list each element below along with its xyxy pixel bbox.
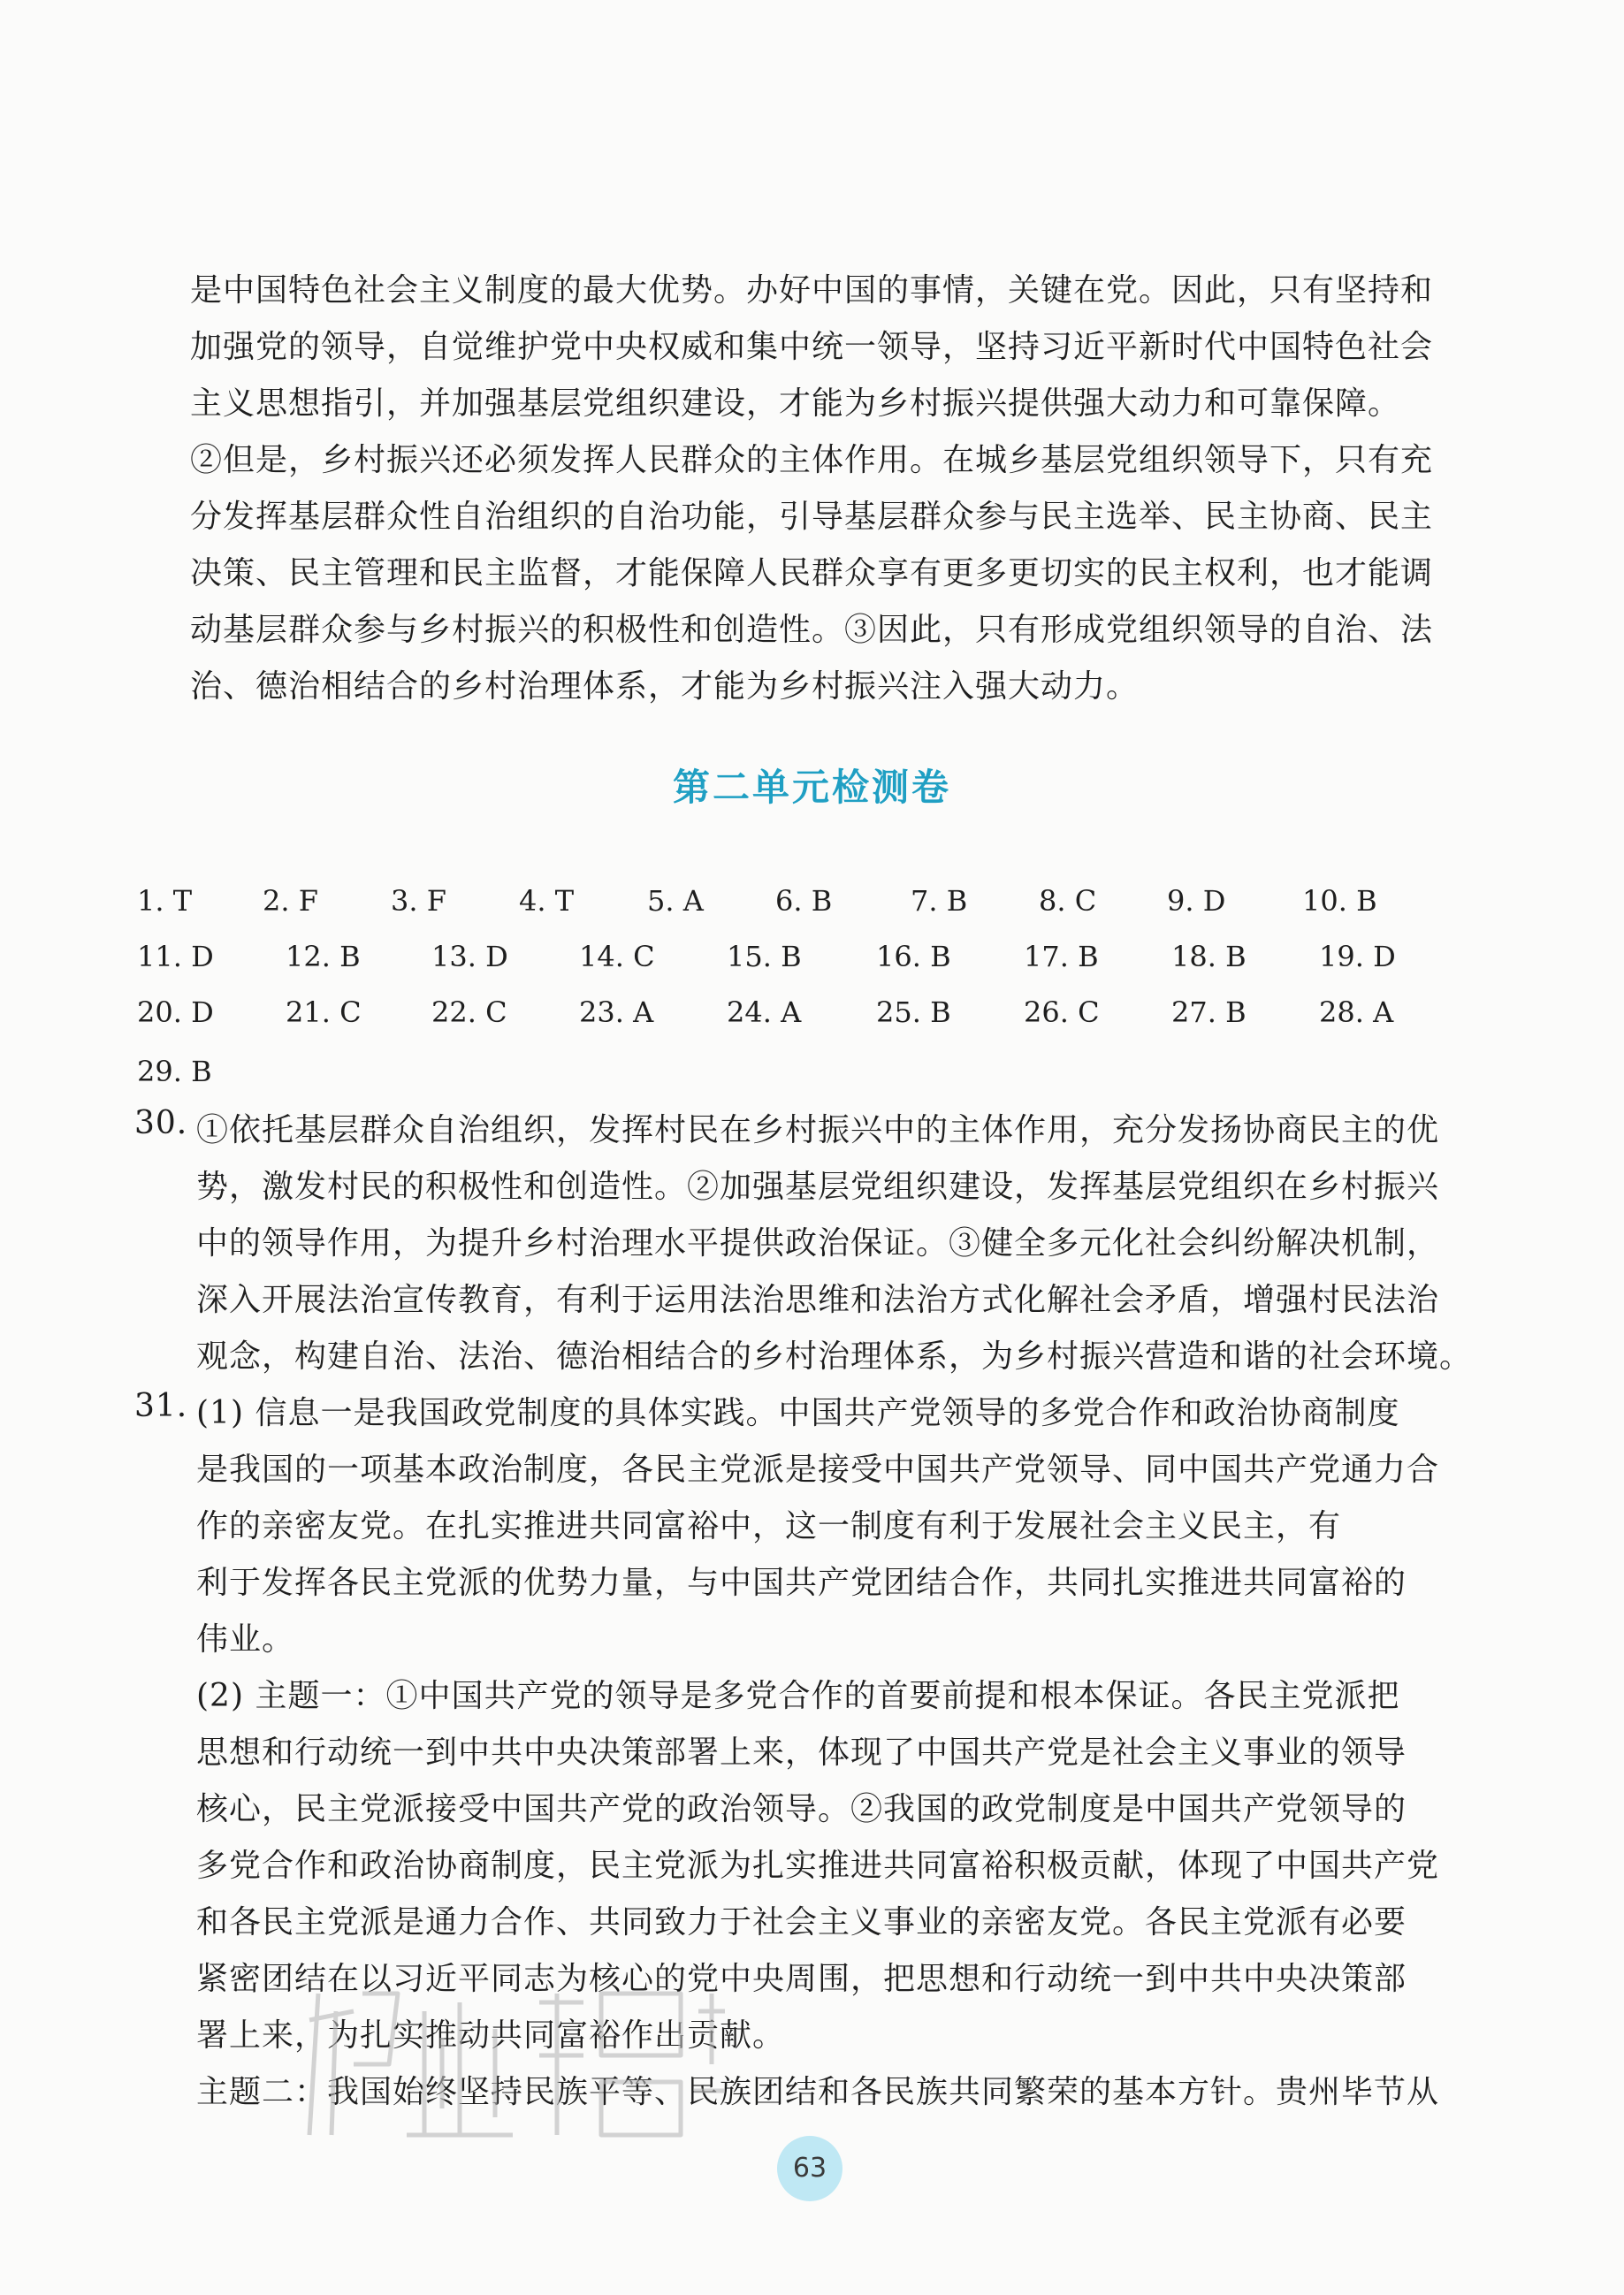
question-number: 31. — [134, 1388, 188, 1424]
answer-item: 15. B — [727, 940, 802, 973]
answer-item: 7. B — [911, 884, 968, 918]
paragraph-line: 分发挥基层群众性自治组织的自治功能，引导基层群众参与民主选举、民主协商、民主 — [190, 499, 1434, 535]
paragraph-line: 治、德治相结合的乡村治理体系，才能为乡村振兴注入强大动力。 — [190, 668, 1140, 705]
answer-item: 19. D — [1319, 940, 1396, 973]
answer-line: 作的亲密友党。在扎实推进共同富裕中，这一制度有利于发展社会主义民主，有 — [196, 1508, 1342, 1544]
answer-item: 26. C — [1024, 995, 1100, 1029]
answer-item: 12. B — [286, 940, 361, 973]
answer-item: 17. B — [1024, 940, 1099, 973]
answer-line: 思想和行动统一到中共中央决策部署上来，体现了中国共产党是社会主义事业的领导 — [196, 1735, 1407, 1771]
answer-line: 中的领导作用，为提升乡村治理水平提供政治保证。③健全多元化社会纠纷解决机制， — [196, 1225, 1440, 1262]
answer-item: 16. B — [876, 940, 951, 973]
answer-line: 深入开展法治宣传教育，有利于运用法治思维和法治方式化解社会矛盾，增强村民法治 — [196, 1282, 1440, 1318]
watermark-logo — [292, 1958, 734, 2162]
answer-line: 利于发挥各民主党派的优势力量，与中国共产党团结合作，共同扎实推进共同富裕的 — [196, 1565, 1407, 1601]
answer-item: 13. D — [431, 940, 508, 973]
page-number-badge: 63 — [777, 2136, 842, 2201]
paragraph-line: 是中国特色社会主义制度的最大优势。办好中国的事情，关键在党。因此，只有坚持和 — [190, 272, 1434, 309]
answer-item: 23. A — [579, 995, 654, 1029]
answer-line: 多党合作和政治协商制度，民主党派为扎实推进共同富裕积极贡献，体现了中国共产党 — [196, 1848, 1440, 1884]
answer-item: 18. B — [1171, 940, 1247, 973]
answer-item: 29. B — [137, 1055, 212, 1088]
answer-item: 10. B — [1302, 884, 1377, 918]
paragraph-line: 动基层群众参与乡村振兴的积极性和创造性。③因此，只有形成党组织领导的自治、法 — [190, 612, 1434, 648]
answer-line: 紧密团结在以习近平同志为核心的党中央周围，把思想和行动统一到中共中央决策部 — [196, 1961, 1407, 1997]
answer-line: 署上来，为扎实推动共同富裕作出贡献。 — [196, 2017, 786, 2054]
answer-item: 21. C — [286, 995, 362, 1029]
answer-item: 8. C — [1039, 884, 1097, 918]
answer-line: 是我国的一项基本政治制度，各民主党派是接受中国共产党领导、同中国共产党通力合 — [196, 1452, 1440, 1488]
answer-item: 27. B — [1171, 995, 1247, 1029]
answer-item: 2. F — [263, 884, 318, 918]
answer-line: 核心，民主党派接受中国共产党的政治领导。②我国的政党制度是中国共产党领导的 — [196, 1791, 1407, 1827]
answer-line: 伟业。 — [196, 1621, 295, 1658]
answer-item: 24. A — [727, 995, 802, 1029]
answer-item: 25. B — [876, 995, 951, 1029]
paragraph-line: 决策、民主管理和民主监督，才能保障人民群众享有更多更切实的民主权利，也才能调 — [190, 555, 1434, 591]
answer-item: 14. C — [579, 940, 655, 973]
answer-item: 3. F — [391, 884, 446, 918]
answer-item: 6. B — [775, 884, 833, 918]
answer-item: 28. A — [1319, 995, 1394, 1029]
answer-line: 观念，构建自治、法治、德治相结合的乡村治理体系，为乡村振兴营造和谐的社会环境。 — [196, 1338, 1473, 1375]
answer-line: (1) 信息一是我国政党制度的具体实践。中国共产党领导的多党合作和政治协商制度 — [196, 1395, 1400, 1431]
answer-item: 4. T — [519, 884, 575, 918]
paragraph-line: 主义思想指引，并加强基层党组织建设，才能为乡村振兴提供强大动力和可靠保障。 — [190, 385, 1401, 422]
answer-item: 22. C — [431, 995, 507, 1029]
paragraph-line: ②但是，乡村振兴还必须发挥人民群众的主体作用。在城乡基层党组织领导下，只有充 — [190, 442, 1434, 478]
answer-item: 5. A — [647, 884, 704, 918]
answer-line: 主题二：我国始终坚持民族平等、民族团结和各民族共同繁荣的基本方针。贵州毕节从 — [196, 2074, 1440, 2110]
answer-item: 20. D — [137, 995, 214, 1029]
answer-item: 1. T — [137, 884, 193, 918]
question-number: 30. — [134, 1105, 188, 1141]
section-title: 第二单元检测卷 — [672, 766, 951, 809]
answer-item: 9. D — [1167, 884, 1226, 918]
answer-line: 势，激发村民的积极性和创造性。②加强基层党组织建设，发挥基层党组织在乡村振兴 — [196, 1169, 1440, 1205]
answer-line: 和各民主党派是通力合作、共同致力于社会主义事业的亲密友党。各民主党派有必要 — [196, 1904, 1407, 1940]
answer-line: (2) 主题一：①中国共产党的领导是多党合作的首要前提和根本保证。各民主党派把 — [196, 1678, 1400, 1714]
answer-line: ①依托基层群众自治组织，发挥村民在乡村振兴中的主体作用，充分发扬协商民主的优 — [196, 1112, 1440, 1148]
answer-item: 11. D — [137, 940, 214, 973]
paragraph-line: 加强党的领导，自觉维护党中央权威和集中统一领导，坚持习近平新时代中国特色社会 — [190, 329, 1434, 365]
